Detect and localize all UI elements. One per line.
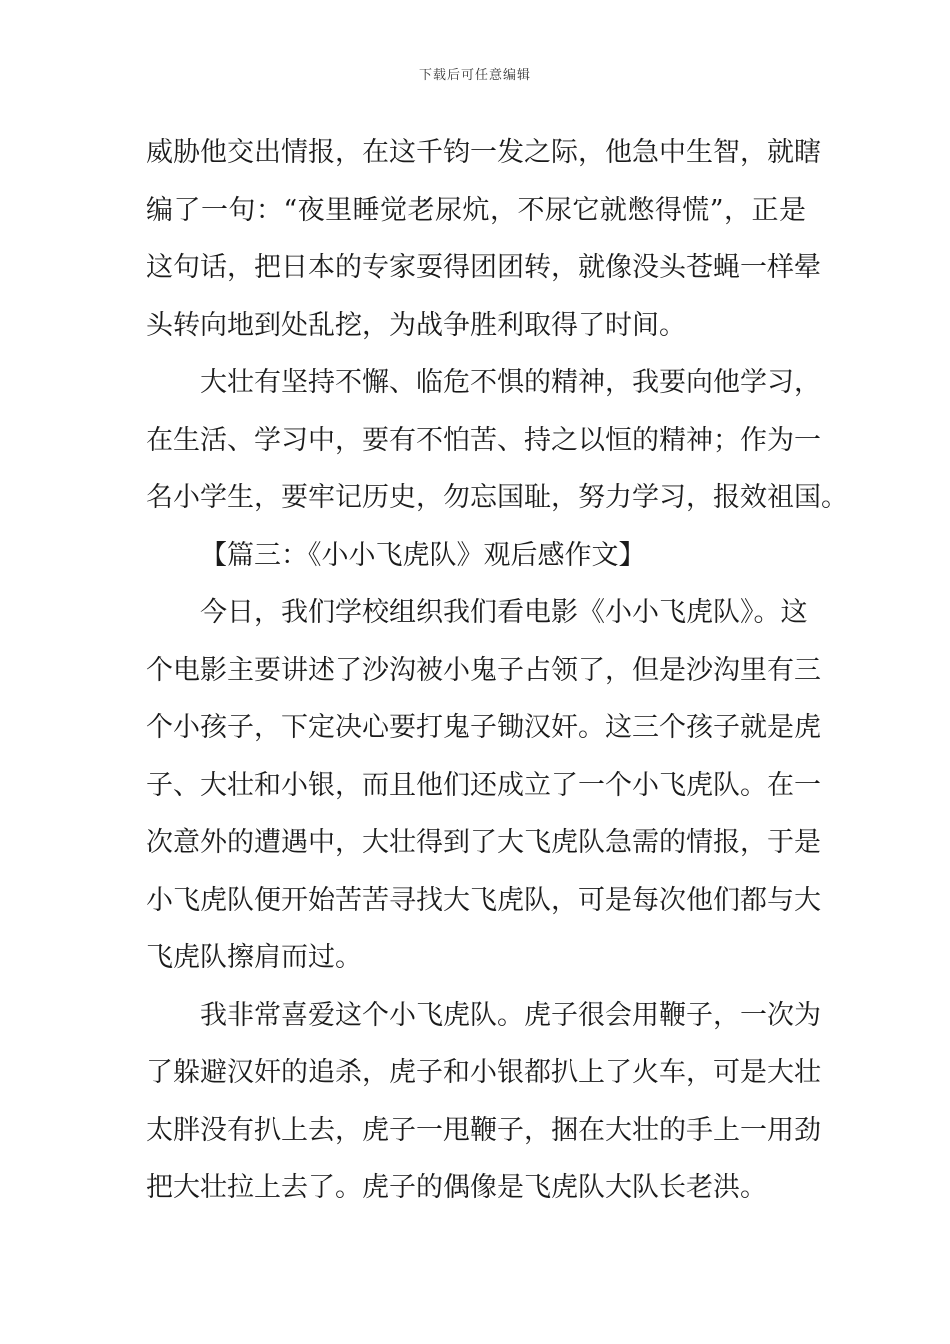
text-line: 头转向地到处乱挖，为战争胜利取得了时间。 [146,309,686,341]
text-line: 了躲避汉奸的追杀，虎子和小银都扒上了火车，可是大壮 [146,1057,821,1088]
text-line: 在生活、学习中，要有不怕苦、持之以恒的精神；作为一 [146,424,821,456]
text-line: 个小孩子，下定决心要打鬼子锄汉奸。这三个孩子就是虎 [146,712,821,743]
document-body [146,124,848,1217]
text-line: 今日，我们学校组织我们看电影《小小飞虎队》。这 [200,597,808,628]
page-header: 下载后可任意编辑 [418,68,531,83]
section-heading: 【篇三：《小小飞虎队》观后感作文】 [200,539,646,571]
text-line: 飞虎队擦肩而过。 [146,942,362,973]
text-line: 太胖没有扒上去，虎子一甩鞭子，捆在大壮的手上一用劲 [146,1114,821,1146]
text-line: 威胁他交出情报，在这千钧一发之际，他急中生智，就瞎 [146,137,821,168]
text-line: 小飞虎队便开始苦苦寻找大飞虎队，可是每次他们都与大 [146,884,821,916]
text-line: 编了一句：“夜里睡觉老尿炕，不尿它就憋得慌”，正是 [146,194,806,226]
text-line: 次意外的遭遇中，大壮得到了大飞虎队急需的情报，于是 [146,827,821,858]
text-line: 名小学生，要牢记历史，勿忘国耻，努力学习，报效祖国。 [146,482,848,513]
text-line: 子、大壮和小银，而且他们还成立了一个小飞虎队。在一 [146,769,821,801]
text-line: 个电影主要讲述了沙沟被小鬼子占领了，但是沙沟里有三 [146,654,821,686]
text-line: 把大壮拉上去了。虎子的偶像是飞虎队大队长老洪。 [146,1172,767,1203]
text-line: 这句话，把日本的专家耍得团团转，就像没头苍蝇一样晕 [146,252,821,283]
text-line: 我非常喜爱这个小飞虎队。虎子很会用鞭子，一次为 [200,999,821,1031]
text-line: 大壮有坚持不懈、临危不惧的精神，我要向他学习， [200,367,821,398]
